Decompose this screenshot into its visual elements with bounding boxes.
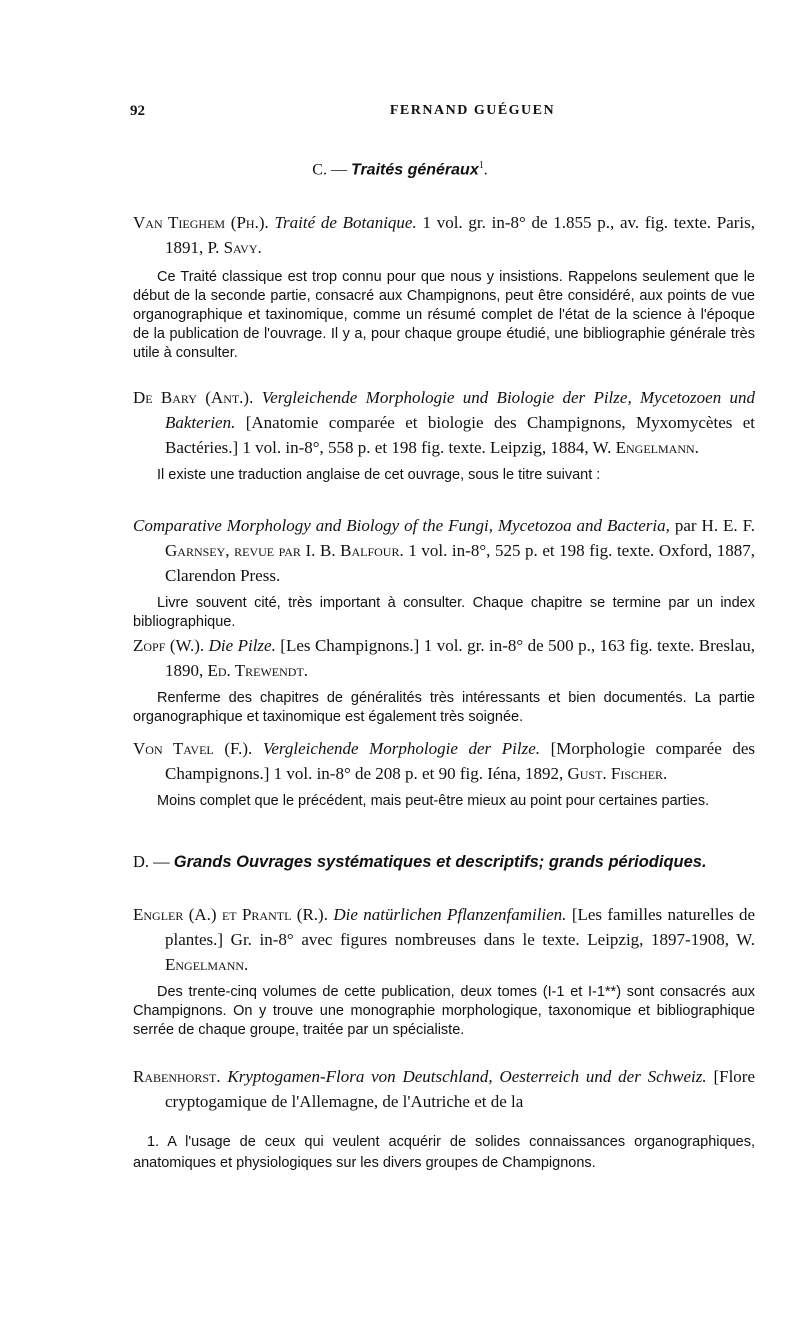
section-d-title: Grands Ouvrages systématiques et descriptifs; grands périodiques.: [173, 853, 707, 871]
entry-details: 1 vol. gr. in-8° de 1.855 p., av. fig. texte. Paris, 1891, P.: [165, 213, 756, 257]
entry-note: Moins complet que le précédent, mais peut-être mieux au point pour certaines parties.: [157, 793, 710, 809]
section-c-title: Traités généraux: [350, 161, 479, 179]
entry-title: Die Pilze.: [208, 636, 276, 655]
entry-details: [Flore cryptogamique de l'Allemagne, de l'Autriche et de la: [165, 1067, 755, 1111]
entry-author: Zopf (W.).: [133, 636, 205, 655]
entry-title: Kryptogamen-Flora von Deutschland, Oesterreich und der Schweiz.: [227, 1067, 707, 1086]
entry-title: Traité de Botanique.: [274, 213, 417, 232]
entry-note: Des trente-cinq volumes de cette publication, deux tomes (I-1 et I-1**) sont consacrés aux Champignons. On y trouve une monographie morphologique, taxonomique et bibliographique serrée de chaque groupe, traitée par un spécialiste.: [133, 984, 755, 1038]
entry-publisher: Savy.: [223, 238, 262, 257]
bib-entry-zopf: [133, 633, 755, 727]
footnote-text: A l'usage de ceux qui veulent acquérir de solides connaissances organographiques, anatomiques et physiologiques sur les divers groupes de Champignons.: [133, 1134, 755, 1171]
entry-title: Vergleichende Morphologie der Pilze.: [262, 739, 541, 758]
section-c-suffix: .: [483, 161, 488, 179]
section-d-label: D. —: [133, 852, 170, 871]
entry-title: Comparative Morphology and Biology of the Fungi, Mycetozoa and Bacteria,: [133, 516, 670, 535]
entry-author: Von Tavel (F.).: [133, 739, 253, 758]
entry-author: Engler (A.) et Prantl (R.).: [133, 905, 328, 924]
entry-details: [Anatomie comparée et biologie des Champignons, Myxomycètes et Bactéries.] 1 vol. in-8°, 558 p. et 198 fig. texte. Leipzig, 1884, W.: [165, 413, 756, 457]
entry-note: Il existe une traduction anglaise de cet ouvrage, sous le titre suivant :: [157, 467, 601, 483]
section-c-label: C. —: [312, 161, 347, 179]
entry-title: Die natürlichen Pflanzenfamilien.: [333, 905, 567, 924]
running-title: FERNAND GUÉGUEN: [389, 103, 556, 118]
reference: [133, 210, 755, 260]
entry-details: [Morphologie comparée des Champignons.] 1 vol. in-8° de 208 p. et 90 fig. Iéna, 1892,: [165, 739, 756, 783]
entry-note: Ce Traité classique est trop connu pour que nous y insistions. Rappelons seulement que le début de la seconde partie, consacré aux Champignons, peut être considéré, aux points de vue organographique et taxinomique, comme un résumé complet de l'état de la science à l'époque de la publication de l'ouvrage. Il y a, pour chaque groupe étudié, une bibliographie générale très utile à consulter.: [133, 269, 755, 361]
entry-details: [Les Champignons.] 1 vol. gr. in-8° de 500 p., 163 fig. texte. Breslau, 1890,: [165, 636, 755, 680]
section-c-note-marker: 1: [478, 160, 484, 171]
bib-entry-von-tavel: [133, 736, 755, 811]
entry-details: [Les familles naturelles de plantes.] Gr. in-8° avec figures nombreuses dans le texte. Leipzig, 1897-1908, W.: [165, 905, 755, 949]
section-d-heading: [133, 852, 755, 872]
entry-details: par H. E. F.: [674, 516, 756, 535]
entry-details-2: 1 vol. in-8°, 525 p. et 198 fig. texte. Oxford, 1887, Clarendon Press.: [165, 541, 755, 585]
bib-entry-rabenhorst: [133, 1064, 755, 1114]
bib-entry-de-bary: [133, 385, 755, 485]
bib-entry-garnsey: [133, 513, 755, 632]
reference: [133, 513, 755, 588]
entry-publisher: Gust. Fischer.: [567, 764, 668, 783]
reference: [133, 1064, 755, 1114]
page-number: 92: [130, 103, 145, 119]
footnote: [133, 1132, 755, 1174]
entry-note: Livre souvent cité, très important à consulter. Chaque chapitre se termine par un index bibliographique.: [133, 595, 755, 630]
footnote-marker: 1.: [147, 1134, 160, 1150]
entry-title: Vergleichende Morphologie und Biologie der Pilze, Mycetozoen und Bakterien.: [165, 388, 756, 432]
entry-publisher: Ed. Trewendt.: [207, 661, 309, 680]
bib-entry-van-tieghem: [133, 210, 755, 363]
reference: [133, 385, 755, 460]
reference: [133, 633, 755, 683]
entry-publisher: Garnsey, revue par I. B. Balfour.: [165, 541, 404, 560]
entry-author: Van Tieghem (Ph.).: [133, 213, 269, 232]
section-c-heading: [0, 160, 800, 179]
reference: [133, 902, 755, 977]
entry-author: De Bary (Ant.).: [133, 388, 254, 407]
bib-entry-engler-prantl: [133, 902, 755, 1040]
reference: [133, 736, 755, 786]
page-header: [130, 103, 755, 125]
entry-note: Renferme des chapitres de généralités très intéressants et bien documentés. La partie organographique et taxinomique est également très soignée.: [133, 690, 755, 725]
entry-publisher: Engelmann.: [615, 438, 699, 457]
entry-publisher: Engelmann.: [165, 955, 249, 974]
entry-author: Rabenhorst.: [133, 1067, 221, 1086]
